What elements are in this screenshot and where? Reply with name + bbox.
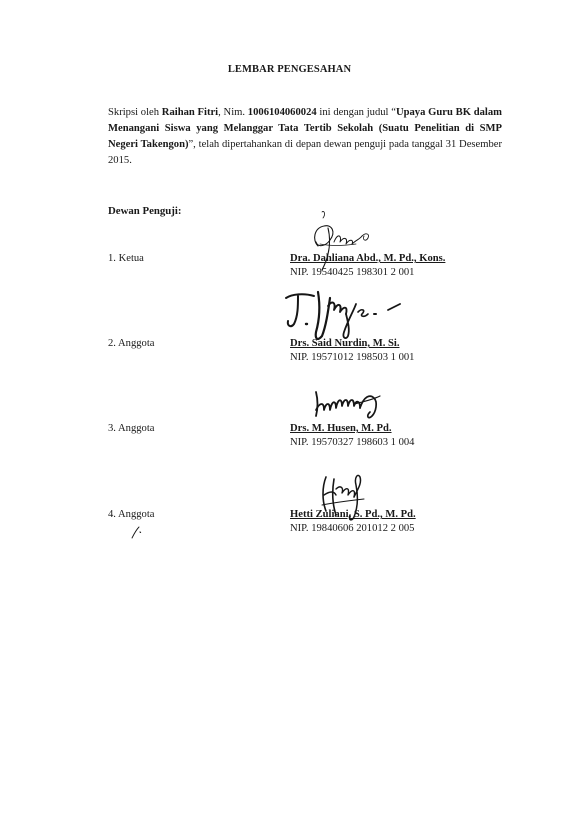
board-heading: Dewan Penguji:	[108, 205, 182, 217]
intro-text-4: ”, telah dipertahankan di depan dewan penguji pada tanggal 31 Desember 2015.	[108, 139, 502, 166]
student-nim: 1006104060024	[247, 107, 317, 118]
signature-3-image	[310, 386, 390, 424]
document-title: LEMBAR PENGESAHAN	[227, 64, 352, 75]
intro-text-3: ini dengan judul “	[316, 107, 396, 118]
intro-text-1: Skripsi oleh	[108, 107, 162, 118]
member-3-nip: NIP. 19570327 198603 1 004	[290, 437, 415, 448]
member-2-role: 2. Anggota	[108, 338, 155, 349]
member-4-name: Hetti Zuliani, S. Pd., M. Pd.	[290, 509, 416, 520]
intro-text-2: , Nim.	[218, 107, 248, 118]
pen-mark-icon	[130, 524, 144, 540]
signature-2-image	[282, 288, 412, 352]
author-name: Raihan Fitri	[161, 107, 219, 118]
member-1-nip: NIP. 19540425 198301 2 001	[290, 267, 415, 278]
member-4-nip: NIP. 19840606 201012 2 005	[290, 523, 415, 534]
member-4-role: 4. Anggota	[108, 509, 155, 520]
member-2-nip: NIP. 19571012 198503 1 001	[290, 352, 415, 363]
member-3-name: Drs. M. Husen, M. Pd.	[290, 423, 392, 434]
approval-statement	[108, 105, 502, 169]
member-1-name: Dra. Dahliana Abd., M. Pd., Kons.	[290, 253, 446, 264]
member-3-role: 3. Anggota	[108, 423, 155, 434]
thesis-title: Upaya Guru BK dalam Menangani Siswa yang Melanggar Tata Tertib Sekolah (Suatu Penelitian di SMP Negeri Takengon)	[108, 107, 502, 150]
member-1-role: 1. Ketua	[108, 253, 144, 264]
member-2-name: Drs. Said Nurdin, M. Si.	[290, 338, 400, 349]
signature-1-image	[300, 206, 380, 274]
signature-4-image	[316, 469, 376, 525]
